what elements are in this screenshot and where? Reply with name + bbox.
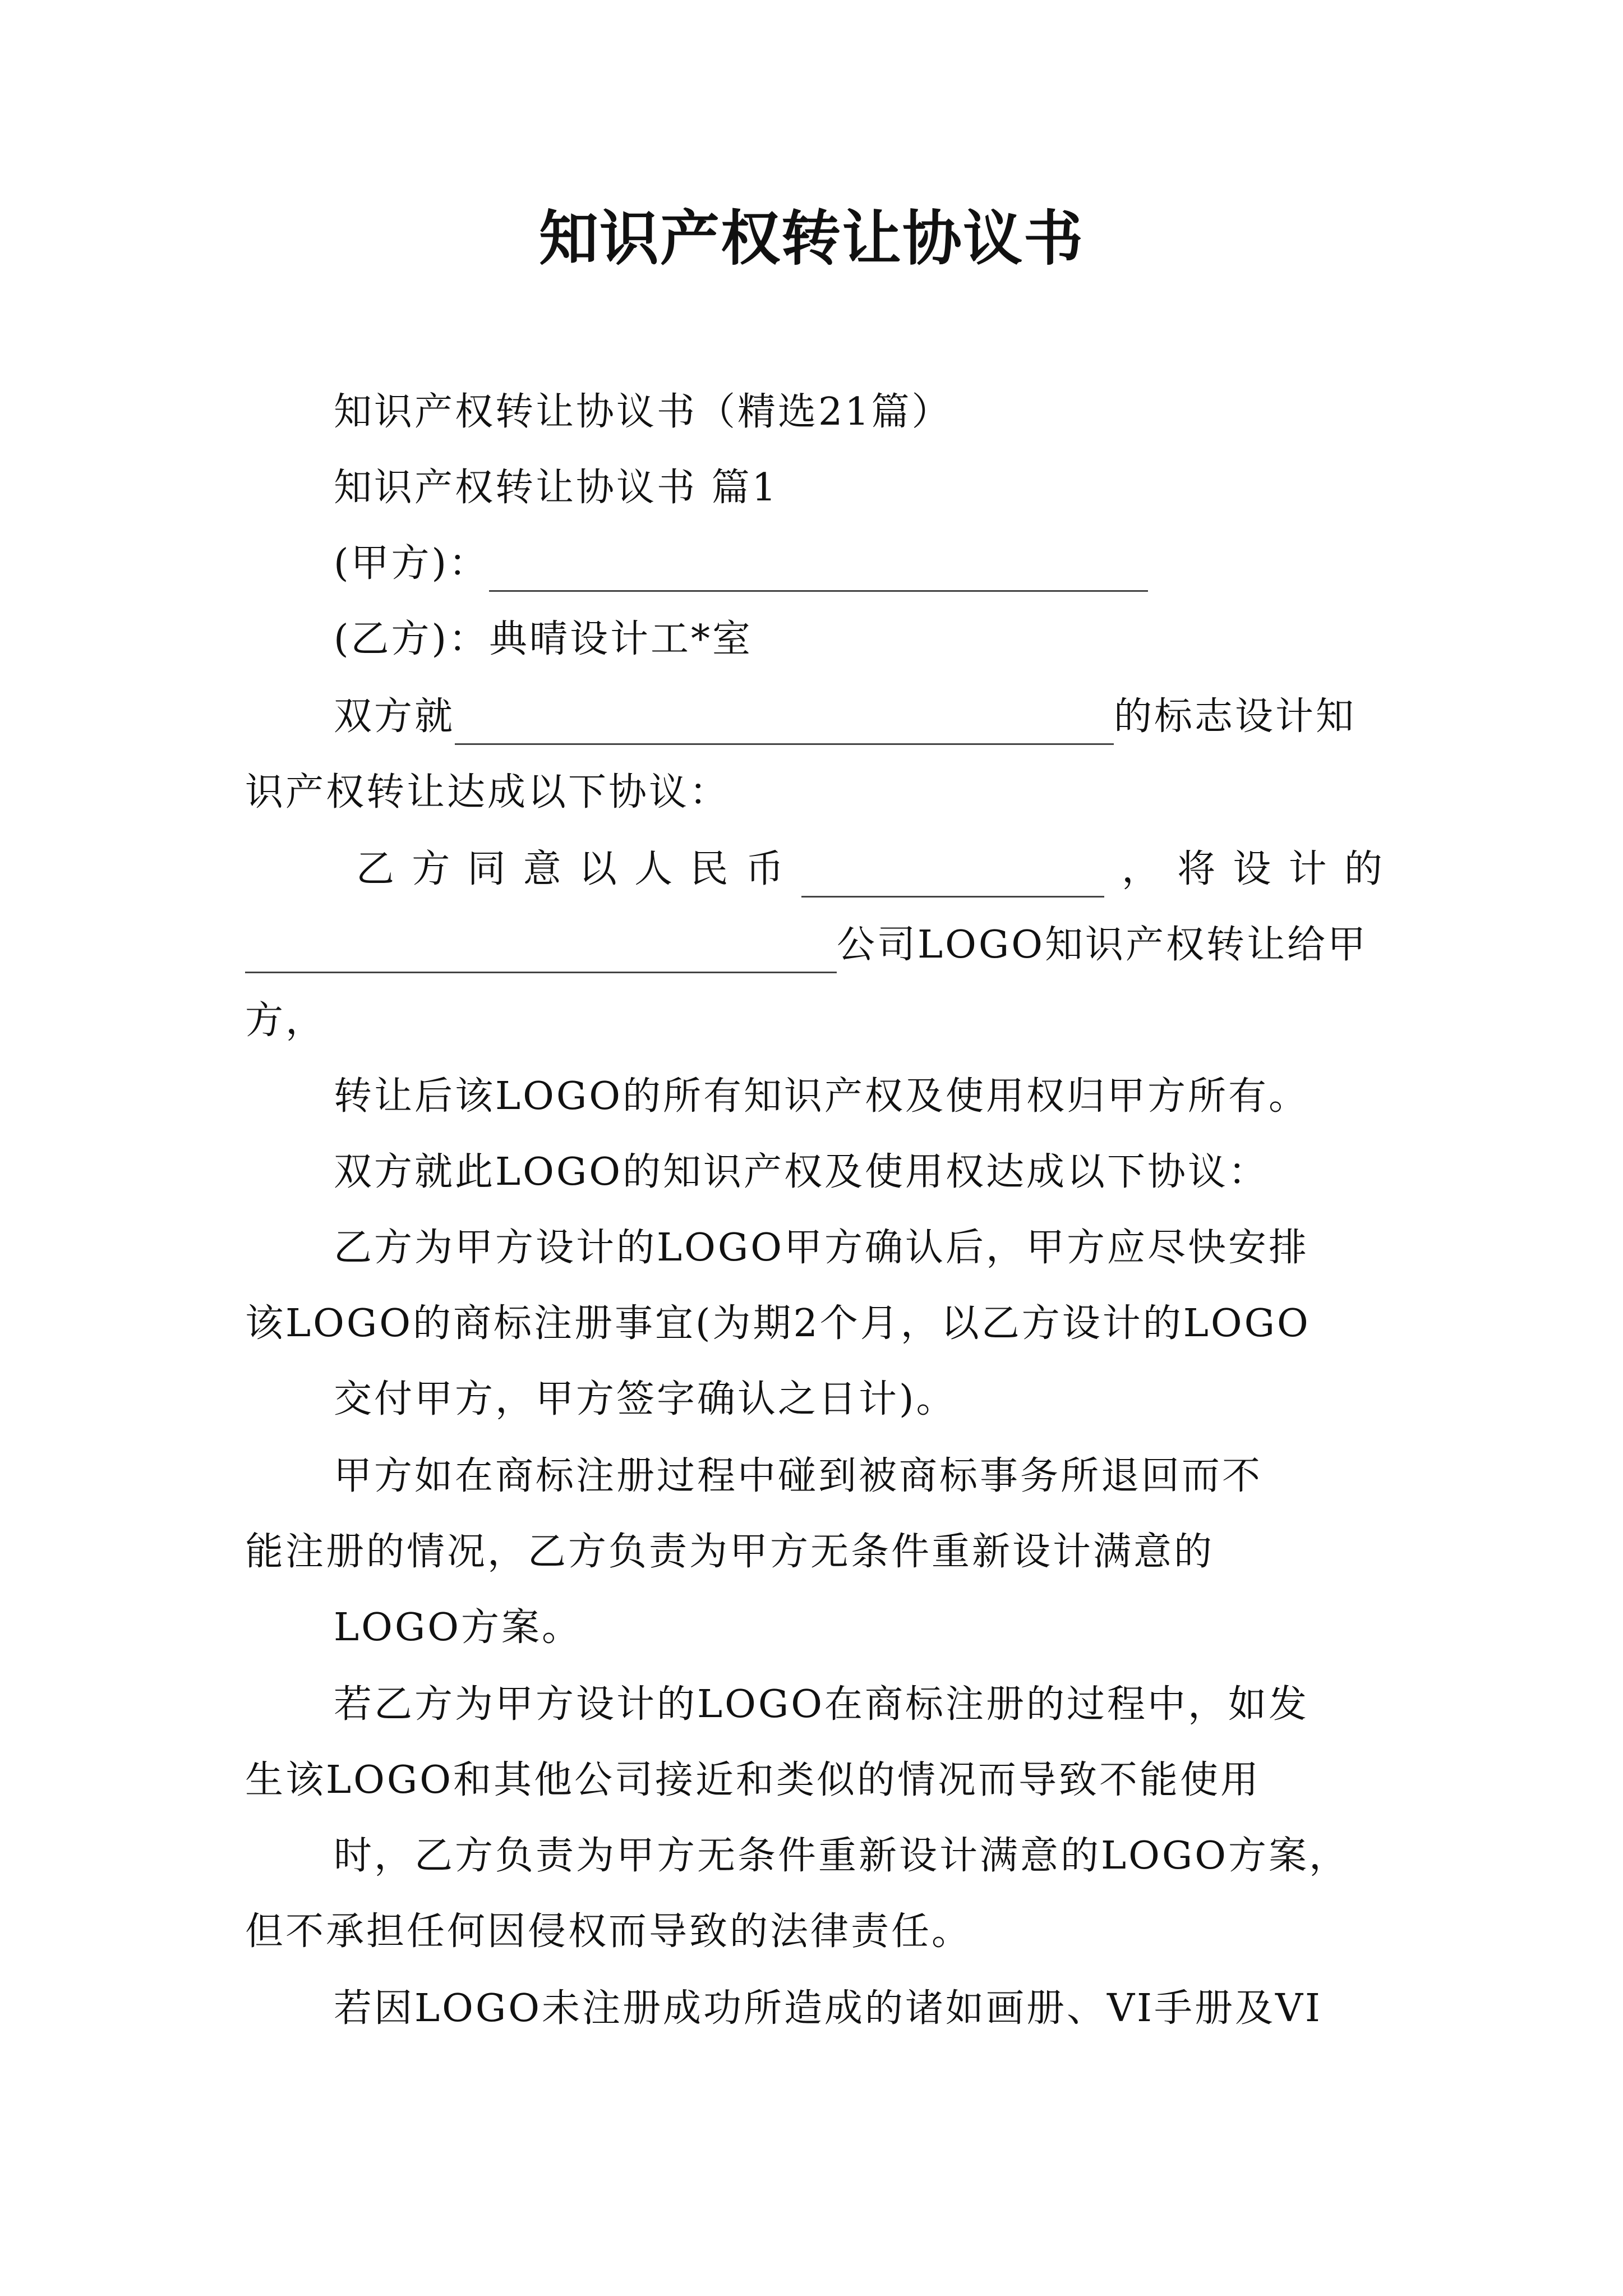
party-a-label: (甲方)： (334, 541, 490, 586)
paragraph-5-line-1: 乙方为甲方设计的LOGO甲方确认后，甲方应尽快安排 (334, 1226, 1309, 1270)
paragraph-2-line-3: 方， (245, 999, 326, 1043)
paragraph-4: 双方就此LOGO的知识产权及使用权达成以下协议： (334, 1150, 1269, 1194)
logo-name-blank (455, 702, 1114, 745)
company-name-blank (245, 930, 837, 973)
amount-blank (801, 854, 1104, 898)
paragraph-1-line-2: 识产权转让达成以下协议： (245, 770, 730, 815)
paragraph-6-line-2: 能注册的情况，乙方负责为甲方无条件重新设计满意的 (245, 1530, 1215, 1574)
party-a-blank (489, 549, 1148, 592)
party-b-line: (乙方)：典晴设计工*室 (334, 617, 753, 661)
paragraph-7-line-4: 但不承担任何因侵权而导致的法律责任。 (245, 1910, 972, 1954)
paragraph-5-line-2: 该LOGO的商标注册事宜(为期2个月，以乙方设计的LOGO (245, 1301, 1311, 1346)
paragraph-2-line-2 (245, 917, 1368, 973)
paragraph-2-line-1: 乙 方 同 意 以 人 民 币 ， 将 设 计 的 (356, 841, 1382, 898)
party-a-line (334, 536, 1148, 592)
subtitle: 知识产权转让协议书（精选21篇） (334, 390, 952, 434)
paragraph-6-line-1: 甲方如在商标注册过程中碰到被商标事务所退回而不 (334, 1454, 1263, 1498)
paragraph-7-line-3: 时，乙方负责为甲方无条件重新设计满意的LOGO方案， (334, 1834, 1349, 1878)
paragraph-6-line-3: LOGO方案。 (334, 1605, 582, 1650)
paragraph-2-line-2-text: 公司LOGO知识产权转让给甲 (837, 923, 1368, 967)
page-title: 知识产权转让协议书 (539, 203, 1084, 273)
paragraph-1-start: 双方就 (334, 694, 455, 739)
paragraph-7-line-2: 生该LOGO和其他公司接近和类似的情况而导致不能使用 (245, 1758, 1261, 1802)
paragraph-7-line-1: 若乙方为甲方设计的LOGO在商标注册的过程中，如发 (334, 1682, 1309, 1727)
paragraph-1-line-1 (334, 689, 1356, 745)
section-heading: 知识产权转让协议书 篇1 (334, 466, 778, 510)
paragraph-8-line-1: 若因LOGO未注册成功所造成的诸如画册、VI手册及VI (334, 1986, 1322, 2031)
paragraph-1-end: 的标志设计知 (1114, 694, 1357, 739)
paragraph-3: 转让后该LOGO的所有知识产权及使用权归甲方所有。 (334, 1074, 1309, 1119)
paragraph-5-line-3: 交付甲方，甲方签字确认之日计)。 (334, 1377, 957, 1421)
